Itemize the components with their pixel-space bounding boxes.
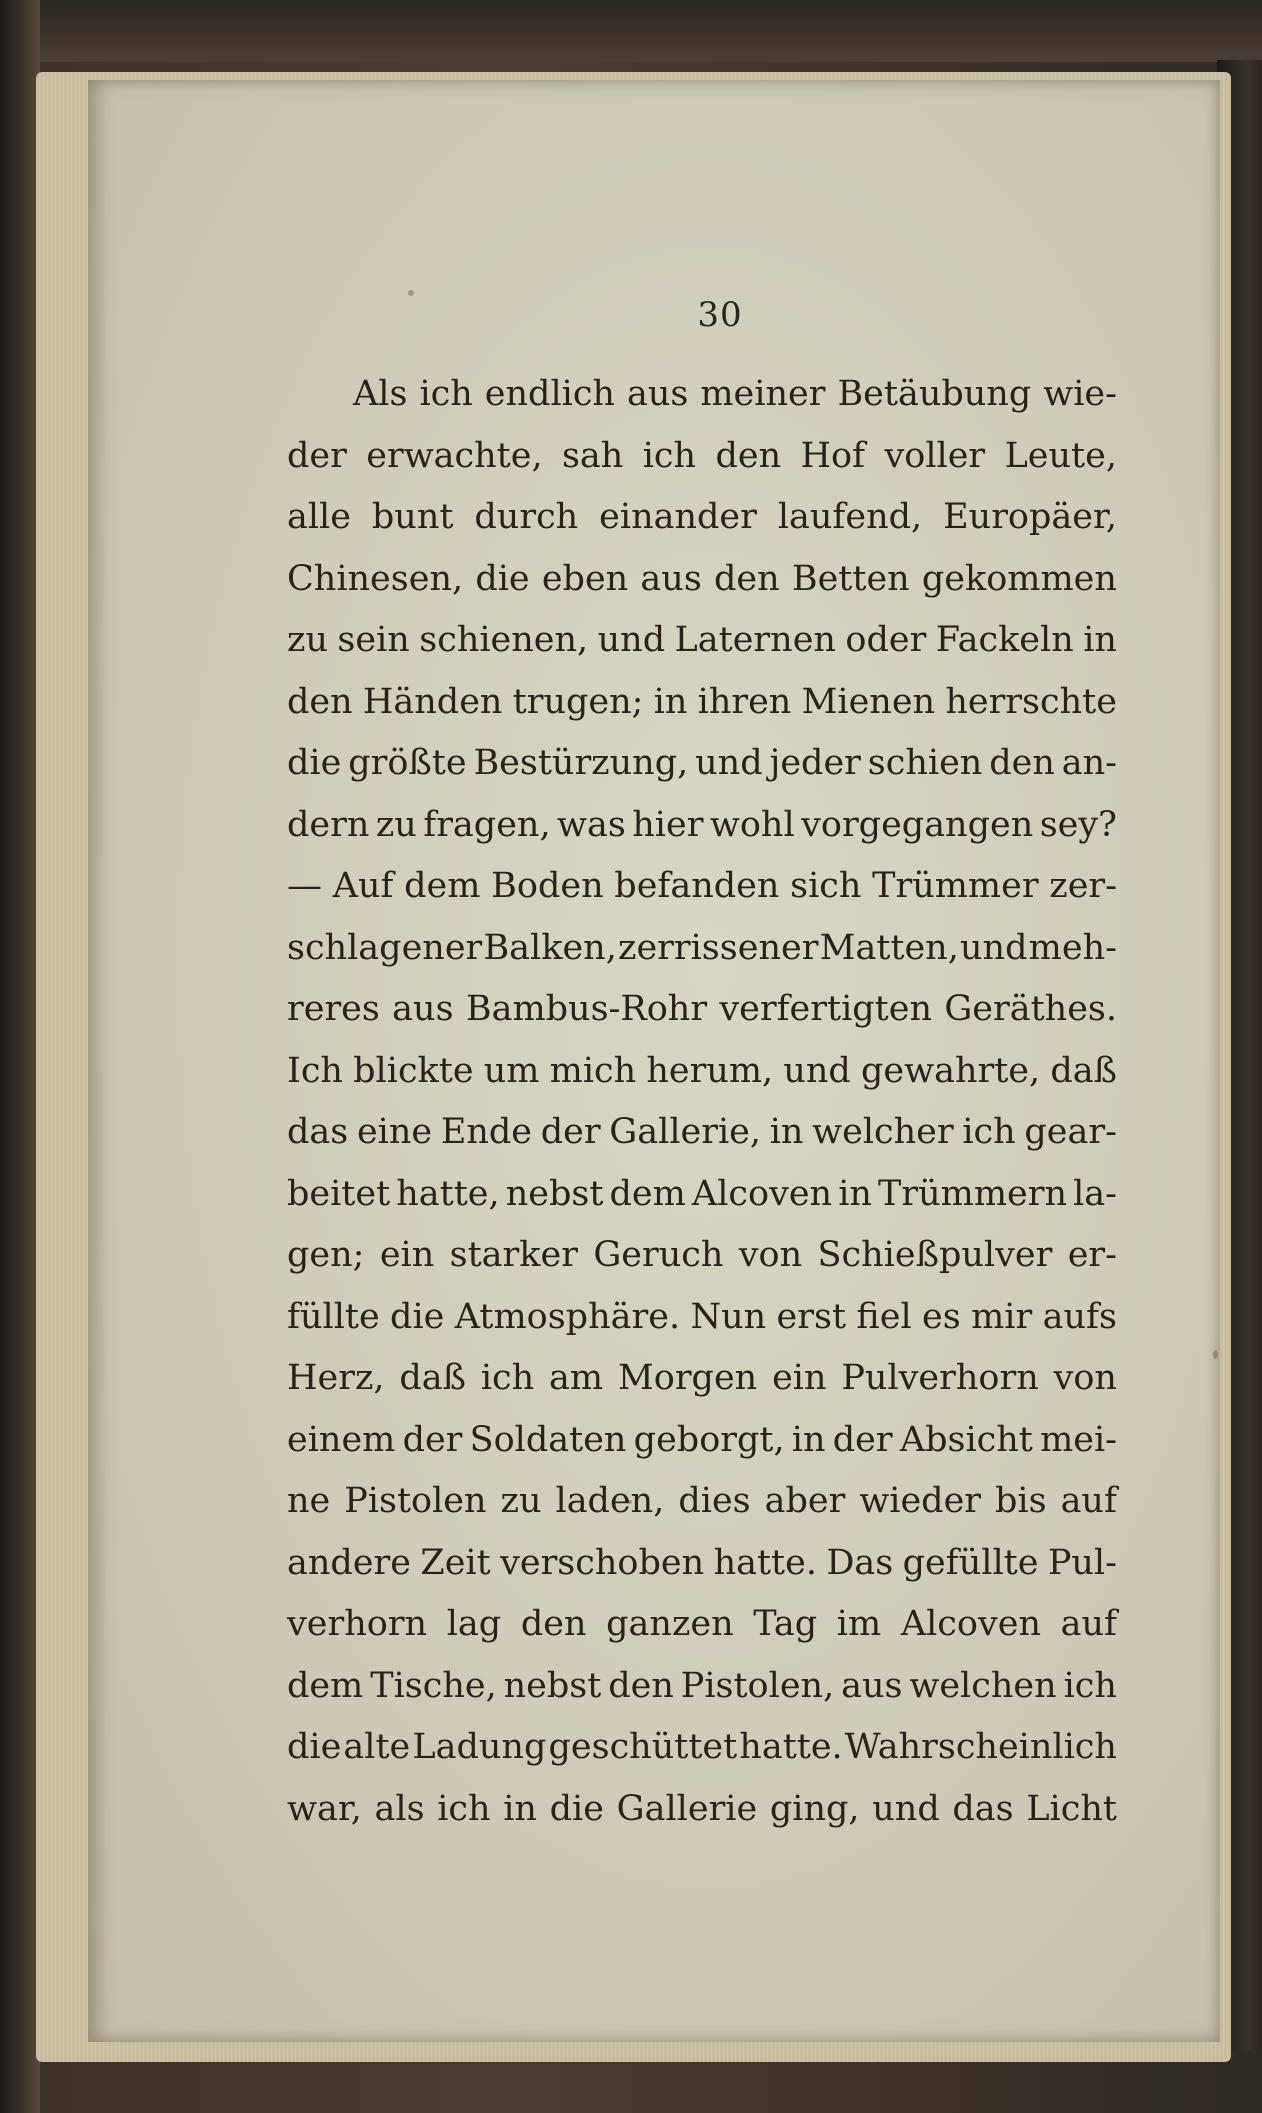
word: den xyxy=(714,558,780,599)
word: aber xyxy=(764,1481,846,1521)
word: in xyxy=(1083,620,1117,660)
text-line xyxy=(287,1358,1117,1420)
word: einem xyxy=(287,1419,396,1460)
text-line xyxy=(287,1235,1117,1297)
word: hatte. xyxy=(713,1542,817,1583)
word: dern xyxy=(287,804,370,845)
book-cover-left xyxy=(0,0,40,2113)
word: Atmosphäre. xyxy=(454,1296,681,1337)
word: aus xyxy=(392,989,454,1029)
paper-fleck xyxy=(1213,1350,1218,1359)
word: ein xyxy=(772,1358,827,1398)
word: ich xyxy=(962,1112,1016,1152)
word: Leute, xyxy=(1004,435,1117,476)
word: Bambus-Rohr xyxy=(465,989,708,1029)
word: Alcoven xyxy=(900,1604,1041,1644)
word: sah xyxy=(561,435,624,476)
word: meh- xyxy=(1028,927,1117,968)
word: füllte xyxy=(287,1296,380,1337)
word: in xyxy=(503,1788,537,1829)
body-text xyxy=(287,374,1117,1850)
word: wieder xyxy=(859,1481,982,1521)
word: ich xyxy=(642,435,697,476)
word: vorgegangen xyxy=(801,804,1034,845)
word: wie- xyxy=(1043,374,1117,414)
word: Soldaten xyxy=(469,1419,627,1460)
word: der xyxy=(832,1419,893,1460)
word: zer- xyxy=(1049,866,1117,906)
text-line xyxy=(287,1666,1117,1728)
word: erwachte, xyxy=(366,435,543,476)
word: dies xyxy=(678,1481,751,1521)
text-line xyxy=(287,866,1117,928)
word: oder xyxy=(845,620,927,660)
word: lag xyxy=(446,1604,502,1644)
word: aus xyxy=(626,374,689,414)
word: Licht xyxy=(1026,1788,1117,1829)
word: gewahrte, xyxy=(861,1050,1041,1091)
text-line xyxy=(287,374,1117,436)
text-line xyxy=(287,1789,1117,1851)
word: jeder xyxy=(769,743,861,783)
text-line xyxy=(287,1543,1117,1605)
word: beitet xyxy=(287,1173,391,1214)
word: am xyxy=(549,1358,604,1398)
word: eben xyxy=(541,558,629,599)
word: verfertigten xyxy=(719,989,932,1029)
word: ne xyxy=(287,1481,331,1521)
word: und xyxy=(597,620,666,660)
text-line xyxy=(287,1297,1117,1359)
word: blickte xyxy=(353,1050,474,1091)
word: hatte. xyxy=(739,1727,843,1767)
word: und xyxy=(783,1050,851,1091)
word: geborgt, xyxy=(633,1419,785,1460)
word: Als xyxy=(353,374,408,414)
text-line xyxy=(287,928,1117,990)
word: von xyxy=(1053,1358,1117,1398)
word: durch xyxy=(474,497,579,537)
word: ihren xyxy=(697,681,792,722)
text-line xyxy=(287,1727,1117,1789)
text-line xyxy=(287,682,1117,744)
word: das xyxy=(952,1788,1014,1829)
word: Wahrscheinlich xyxy=(844,1727,1117,1767)
word: größte xyxy=(348,743,467,783)
word: meiner xyxy=(700,374,826,414)
word: — xyxy=(287,866,322,906)
word: das xyxy=(287,1112,349,1152)
word: den xyxy=(608,1665,674,1706)
word: in xyxy=(769,1112,804,1152)
word: trugen; xyxy=(512,681,644,722)
word: den xyxy=(715,435,782,476)
word: den xyxy=(520,1604,587,1644)
word: den xyxy=(989,743,1055,783)
word: fiel xyxy=(856,1296,912,1337)
word: dem xyxy=(609,1173,686,1214)
word: daß xyxy=(1050,1050,1117,1091)
word: gefüllte xyxy=(902,1542,1039,1583)
word: zu xyxy=(375,804,417,845)
word: andere xyxy=(287,1542,411,1583)
word: mich xyxy=(549,1050,637,1091)
word: alte xyxy=(343,1727,411,1767)
word: dem xyxy=(287,1665,364,1706)
word: Mienen xyxy=(801,681,936,722)
word: Nun xyxy=(690,1296,767,1337)
word: die xyxy=(287,1727,342,1767)
word: Pistolen, xyxy=(680,1665,835,1706)
word: welcher xyxy=(812,1112,954,1152)
word: den xyxy=(287,681,353,722)
word: geschüttet xyxy=(548,1727,738,1767)
text-line xyxy=(287,559,1117,621)
text-line xyxy=(287,805,1117,867)
word: Morgen xyxy=(617,1358,758,1398)
word: als xyxy=(374,1788,425,1829)
word: Alcoven xyxy=(691,1173,833,1214)
word: auf xyxy=(1060,1604,1117,1644)
word: Laternen xyxy=(674,620,836,660)
word: sein xyxy=(337,620,410,660)
word: ein xyxy=(379,1235,435,1275)
word: schienen, xyxy=(419,620,589,660)
word: an- xyxy=(1061,743,1117,783)
word: Tag xyxy=(753,1604,818,1644)
word: die xyxy=(287,743,342,783)
word: endlich xyxy=(484,374,615,414)
word: in xyxy=(653,681,688,722)
word: Schießpulver xyxy=(817,1235,1053,1275)
word: aus xyxy=(841,1665,903,1706)
word: auf xyxy=(1060,1481,1117,1521)
word: fragen, xyxy=(423,804,551,845)
word: aufs xyxy=(1042,1296,1117,1337)
word: Matten, xyxy=(819,927,959,968)
word: zu xyxy=(287,620,328,660)
word: sey? xyxy=(1039,804,1117,845)
word: und xyxy=(695,743,763,783)
word: Pul- xyxy=(1047,1542,1117,1583)
word: es xyxy=(922,1296,961,1337)
word: herrschte xyxy=(945,681,1117,722)
word: Fackeln xyxy=(935,620,1074,660)
word: bis xyxy=(995,1481,1047,1521)
word: mei- xyxy=(1040,1419,1117,1460)
word: Geräthes. xyxy=(944,989,1117,1029)
word: schien xyxy=(867,743,983,783)
word: was xyxy=(557,804,626,845)
word: la- xyxy=(1073,1173,1117,1214)
word: und xyxy=(960,927,1028,968)
word: zerrissener xyxy=(618,927,819,968)
word: gen; xyxy=(287,1235,365,1275)
word: er- xyxy=(1067,1235,1117,1275)
word: alle xyxy=(287,497,351,537)
page-number: 30 xyxy=(697,295,743,335)
word: dem xyxy=(404,866,481,906)
word: Tische, xyxy=(370,1665,497,1706)
word: herum, xyxy=(646,1050,774,1091)
word: laden, xyxy=(555,1481,665,1521)
word: die xyxy=(390,1296,445,1337)
word: Ich xyxy=(287,1050,343,1091)
text-line xyxy=(287,1420,1117,1482)
word: Gallerie xyxy=(616,1788,758,1829)
word: Geruch xyxy=(593,1235,724,1275)
word: schlagener xyxy=(287,927,483,968)
word: Händen xyxy=(362,681,503,722)
word: ich xyxy=(1063,1665,1117,1706)
text-line xyxy=(287,1051,1117,1113)
paper-fleck xyxy=(408,290,414,296)
word: Gallerie, xyxy=(609,1112,761,1152)
text-line xyxy=(287,743,1117,805)
text-line xyxy=(287,620,1117,682)
word: Absicht xyxy=(899,1419,1033,1460)
word: verschoben xyxy=(500,1542,705,1583)
word: um xyxy=(483,1050,540,1091)
word: hier xyxy=(632,804,704,845)
word: Balken, xyxy=(483,927,617,968)
word: Trümmer xyxy=(872,866,1039,906)
word: Europäer, xyxy=(943,497,1117,537)
word: Pistolen xyxy=(344,1481,487,1521)
word: daß xyxy=(399,1358,467,1398)
word: Betäubung xyxy=(837,374,1032,414)
word: nebst xyxy=(503,1665,602,1706)
word: gear- xyxy=(1024,1112,1117,1152)
word: Chinesen, xyxy=(287,558,464,599)
word: Zeit xyxy=(420,1542,491,1583)
word: eine xyxy=(356,1112,433,1152)
word: die xyxy=(475,558,530,599)
word: von xyxy=(738,1235,803,1275)
word: befanden xyxy=(614,866,780,906)
word: Ladung xyxy=(412,1727,547,1767)
word: Betten xyxy=(791,558,910,599)
word: Hof xyxy=(800,435,866,476)
word: Ende xyxy=(440,1112,533,1152)
word: ich xyxy=(419,374,473,414)
word: war, xyxy=(287,1788,362,1829)
word: Bestürzung, xyxy=(473,743,689,783)
word: Trümmern xyxy=(878,1173,1068,1214)
word: ich xyxy=(437,1788,491,1829)
word: der xyxy=(540,1112,601,1152)
word: hatte, xyxy=(396,1173,500,1214)
word: ging, xyxy=(769,1788,860,1829)
text-line xyxy=(287,436,1117,498)
word: bunt xyxy=(371,497,454,537)
word: der xyxy=(287,435,347,476)
word: Herz, xyxy=(287,1358,385,1398)
word: zu xyxy=(500,1481,542,1521)
word: Das xyxy=(826,1542,894,1583)
word: wohl xyxy=(709,804,795,845)
word: Boden xyxy=(491,866,604,906)
text-line xyxy=(287,1174,1117,1236)
text-line xyxy=(287,1481,1117,1543)
word: mir xyxy=(971,1296,1033,1337)
word: verhorn xyxy=(287,1604,428,1644)
text-line xyxy=(287,497,1117,559)
text-line xyxy=(287,1112,1117,1174)
word: sich xyxy=(790,866,862,906)
word: Auf xyxy=(332,866,394,906)
word: in xyxy=(791,1419,826,1460)
word: die xyxy=(549,1788,604,1829)
text-line xyxy=(287,989,1117,1051)
word: ganzen xyxy=(606,1604,734,1644)
word: gekommen xyxy=(921,558,1117,599)
word: im xyxy=(836,1604,882,1644)
word: erst xyxy=(776,1296,847,1337)
word: der xyxy=(402,1419,463,1460)
word: Pulverhorn xyxy=(841,1358,1039,1398)
word: welchen xyxy=(909,1665,1057,1706)
word: starker xyxy=(449,1235,578,1275)
word: nebst xyxy=(505,1173,604,1214)
book-cover-top xyxy=(0,0,1262,62)
word: voller xyxy=(884,435,986,476)
word: in xyxy=(838,1173,872,1214)
word: aus xyxy=(640,558,702,599)
word: laufend, xyxy=(777,497,923,537)
text-line xyxy=(287,1604,1117,1666)
word: einander xyxy=(599,497,757,537)
word: und xyxy=(872,1788,940,1829)
word: ich xyxy=(480,1358,535,1398)
word: reres xyxy=(287,989,380,1029)
